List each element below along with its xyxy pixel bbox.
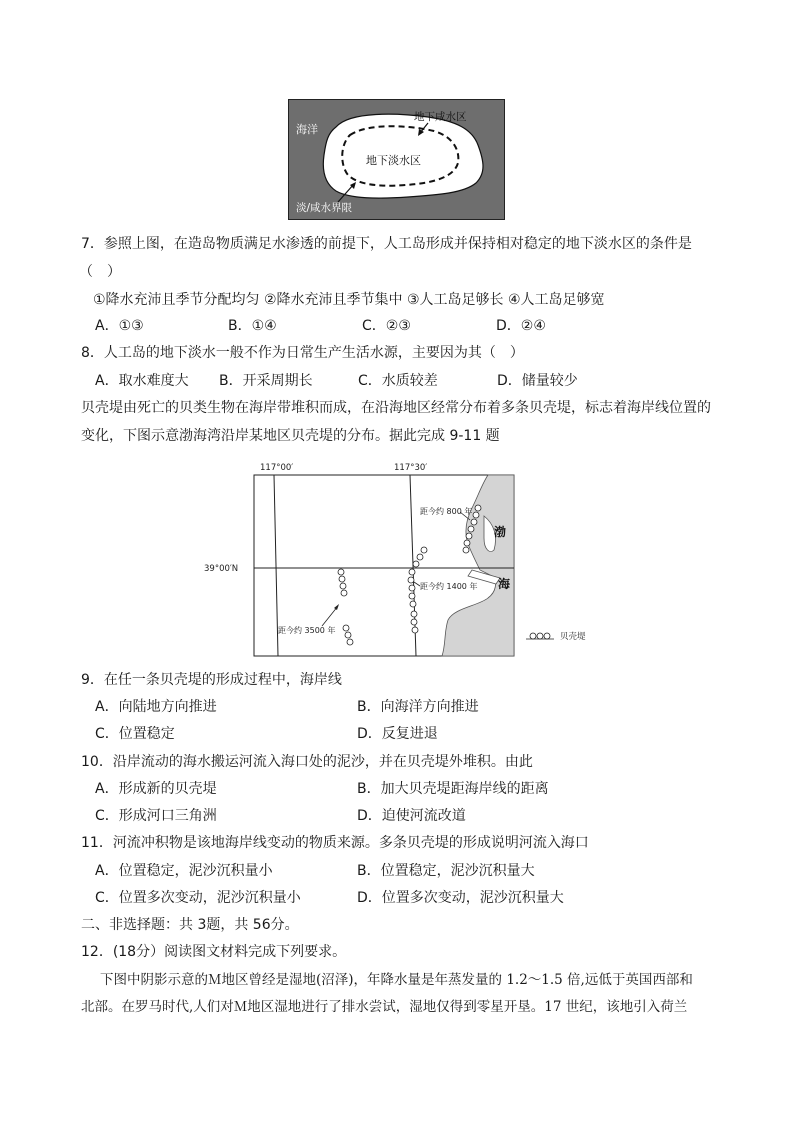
q11-option-a: A．位置稳定，泥沙沉积量小 [95,863,273,879]
ocean-label: 海洋 [296,123,318,136]
boundary-label: 淡/咸水界限 [296,202,353,214]
longitude-label-1: 117°00′ [260,463,294,473]
legend-shell-symbol [530,633,550,639]
q10-stem: 10．沿岸流动的海水搬运河流入海口处的泥沙，并在贝壳堤外堆积。由此 [81,754,533,770]
saltwater-label: 地下咸水区 [414,111,467,123]
q12-stem: 12．(18分）阅读图文材料完成下列要求。 [81,944,347,960]
q11-option-d: D．位置多次变动，泥沙沉积量大 [357,890,564,906]
q10-option-b: B．加大贝壳堤距海岸线的距离 [357,781,549,797]
q9-option-c: C．位置稳定 [95,726,175,742]
intro-line-1: 贝壳堤由死亡的贝类生物在海岸带堆积而成，在沿海地区经常分布着多条贝壳堤，标志着海岸线位置的 [81,400,711,416]
q9-stem: 9．在任一条贝壳堤的形成过程中，海岸线 [81,672,342,688]
label-800-years: 距今约 800 年 [420,507,473,516]
q7-option-b: B．①④ [228,318,277,334]
q8-option-c: C．水质较差 [358,373,438,389]
legend-label: 贝壳堤 [560,632,586,642]
q9-option-a: A．向陆地方向推进 [95,699,217,715]
q11-option-c: C．位置多次变动，泥沙沉积量小 [95,890,301,906]
q10-option-c: C．形成河口三角洲 [95,808,217,824]
q9-option-b: B．向海洋方向推进 [357,699,479,715]
q7-stem: 7．参照上图，在造岛物质满足水渗透的前提下，人工岛形成并保持相对稳定的地下淡水区的条件是 [81,236,692,252]
q8-option-d: D．储量较少 [497,373,578,389]
q10-option-d: D．迫使河流改道 [357,808,466,824]
q11-option-b: B．位置稳定，泥沙沉积量大 [357,863,535,879]
q10-option-a: A．形成新的贝壳堤 [95,781,217,797]
q7-items: ①降水充沛且季节分配均匀 ②降水充沛且季节集中 ③人工岛足够长 ④人工岛足够宽 [93,292,605,308]
q8-stem: 8．人工岛的地下淡水一般不作为日常生产生活水源，主要因为其（ ） [81,345,524,361]
q7-option-a: A．①③ [95,318,144,334]
label-3500-years: 距今约 3500 年 [278,626,336,635]
q7-option-d: D．②④ [496,318,546,334]
longitude-label-2: 117°30′ [394,463,428,473]
latitude-label: 39°00′N [204,564,239,574]
intro-line-2: 变化，下图示意渤海湾沿岸某地区贝壳堤的分布。据此完成 9-11 题 [81,428,500,444]
label-1400-years: 距今约 1400 年 [420,582,478,591]
freshwater-label: 地下淡水区 [366,154,421,167]
q9-option-d: D．反复进退 [357,726,438,742]
q12-para-line-1: 下图中阴影示意的Ｍ地区曾经是湿地(沼泽)，年降水量是年蒸发量的 1.2～1.5 倍,远低于英国西部和 [100,972,693,988]
q11-stem: 11．河流冲积物是该地海岸线变动的物质来源。多条贝壳堤的形成说明河流入海口 [81,835,589,851]
sea-label-bo: 渤 [494,525,507,539]
island-groundwater-figure [288,99,505,220]
sea-label-hai: 海 [498,577,511,591]
q7-option-c: C．②③ [362,318,411,334]
shell-ridge-map [198,458,598,658]
q8-option-a: A．取水难度大 [95,373,189,389]
section-2-heading: 二、非选择题：共 3题，共 56分。 [81,917,299,933]
q8-option-b: B．开采周期长 [219,373,313,389]
q12-para-line-2: 北部。在罗马时代,人们对Ｍ地区湿地进行了排水尝试，湿地仅得到零星开垦。17 世纪，该地引入荷兰 [81,999,688,1015]
q7-paren: （ ） [79,264,121,280]
